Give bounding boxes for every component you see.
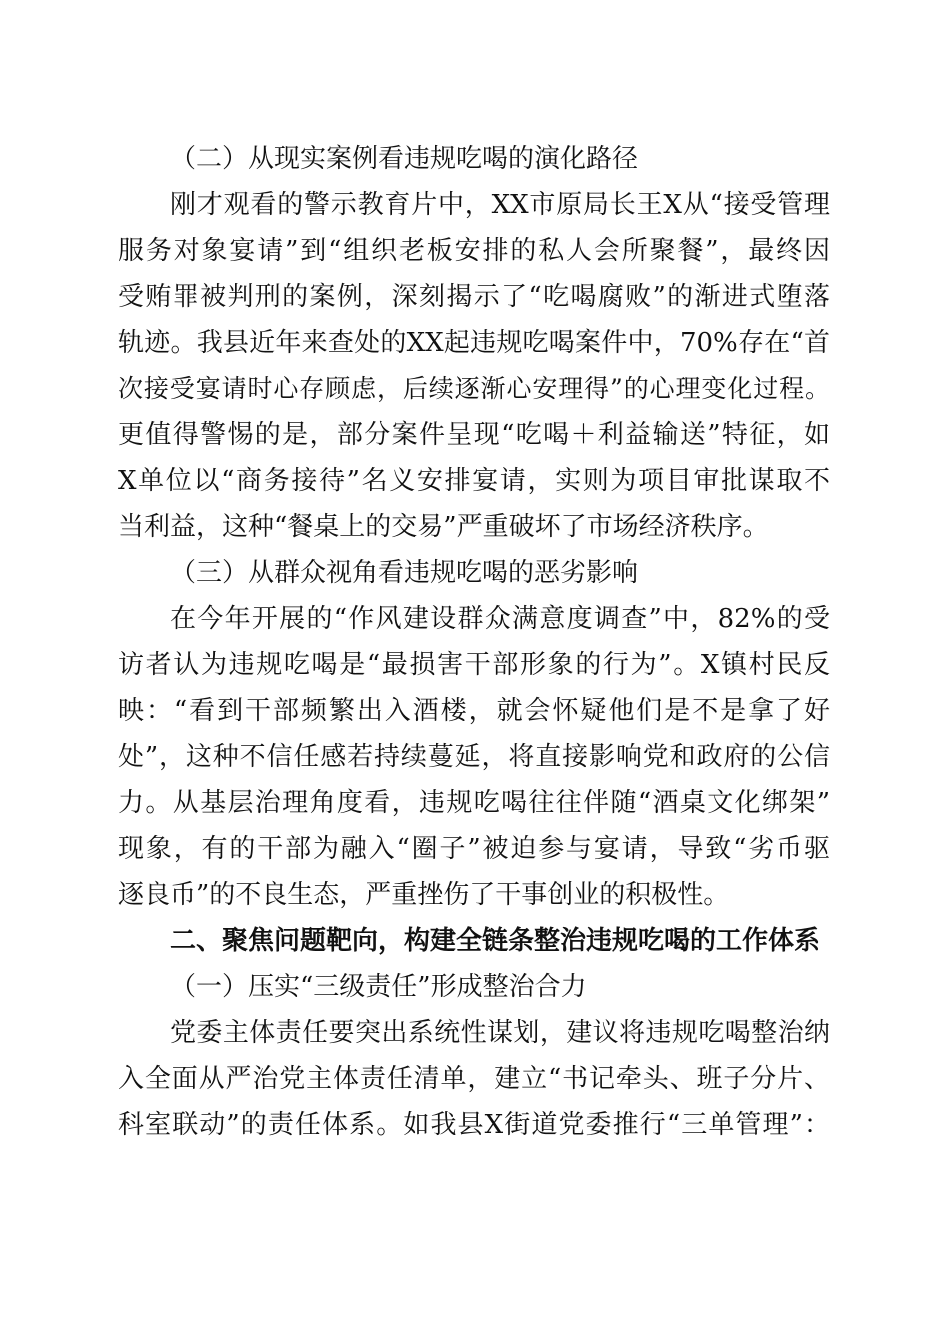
paragraph-line: 科室联动”的责任体系。如我县X街道党委推行“三单管理”： bbox=[118, 1110, 830, 1140]
paragraph-line: 党委主体责任要突出系统性谋划，建议将违规吃喝整治纳 bbox=[170, 1018, 830, 1048]
paragraph-line: 逐良币”的不良生态，严重挫伤了干事创业的积极性。 bbox=[118, 880, 730, 910]
paragraph-line: 在今年开展的“作风建设群众满意度调查”中，82%的受 bbox=[170, 604, 830, 634]
paragraph-line: 刚才观看的警示教育片中，XX市原局长王X从“接受管理 bbox=[170, 190, 830, 220]
paragraph-line: 力。从基层治理角度看，违规吃喝往往伴随“酒桌文化绑架” bbox=[118, 788, 830, 818]
paragraph-line: 受贿罪被判刑的案例，深刻揭示了“吃喝腐败”的渐进式堕落 bbox=[118, 282, 830, 312]
paragraph-line: 现象，有的干部为融入“圈子”被迫参与宴请，导致“劣币驱 bbox=[118, 834, 830, 864]
chapter-heading-2: 二、聚焦问题靶向，构建全链条整治违规吃喝的工作体系 bbox=[170, 926, 821, 956]
section-heading-2: （二）从现实案例看违规吃喝的演化路径 bbox=[170, 144, 639, 174]
paragraph-line: 次接受宴请时心存顾虑，后续逐渐心安理得”的心理变化过程。 bbox=[118, 374, 830, 403]
paragraph-line: 更值得警惕的是，部分案件呈现“吃喝＋利益输送”特征，如 bbox=[118, 420, 830, 450]
paragraph-line: 轨迹。我县近年来查处的XX起违规吃喝案件中，70%存在“首 bbox=[118, 328, 830, 358]
paragraph-line: 映：“看到干部频繁出入酒楼，就会怀疑他们是不是拿了好 bbox=[118, 696, 830, 726]
paragraph-line: 处”，这种不信任感若持续蔓延，将直接影响党和政府的公信 bbox=[118, 742, 830, 772]
paragraph-line: 访者认为违规吃喝是“最损害干部形象的行为”。X镇村民反 bbox=[118, 650, 830, 680]
paragraph-line: 入全面从严治党主体责任清单，建立“书记牵头、班子分片、 bbox=[118, 1064, 830, 1094]
subsection-heading-1: （一）压实“三级责任”形成整治合力 bbox=[170, 972, 587, 1002]
section-heading-3: （三）从群众视角看违规吃喝的恶劣影响 bbox=[170, 558, 639, 588]
paragraph-line: 服务对象宴请”到“组织老板安排的私人会所聚餐”，最终因 bbox=[118, 236, 830, 266]
paragraph-line: 当利益，这种“餐桌上的交易”严重破坏了市场经济秩序。 bbox=[118, 512, 769, 542]
paragraph-line: X单位以“商务接待”名义安排宴请，实则为项目审批谋取不 bbox=[118, 466, 830, 496]
